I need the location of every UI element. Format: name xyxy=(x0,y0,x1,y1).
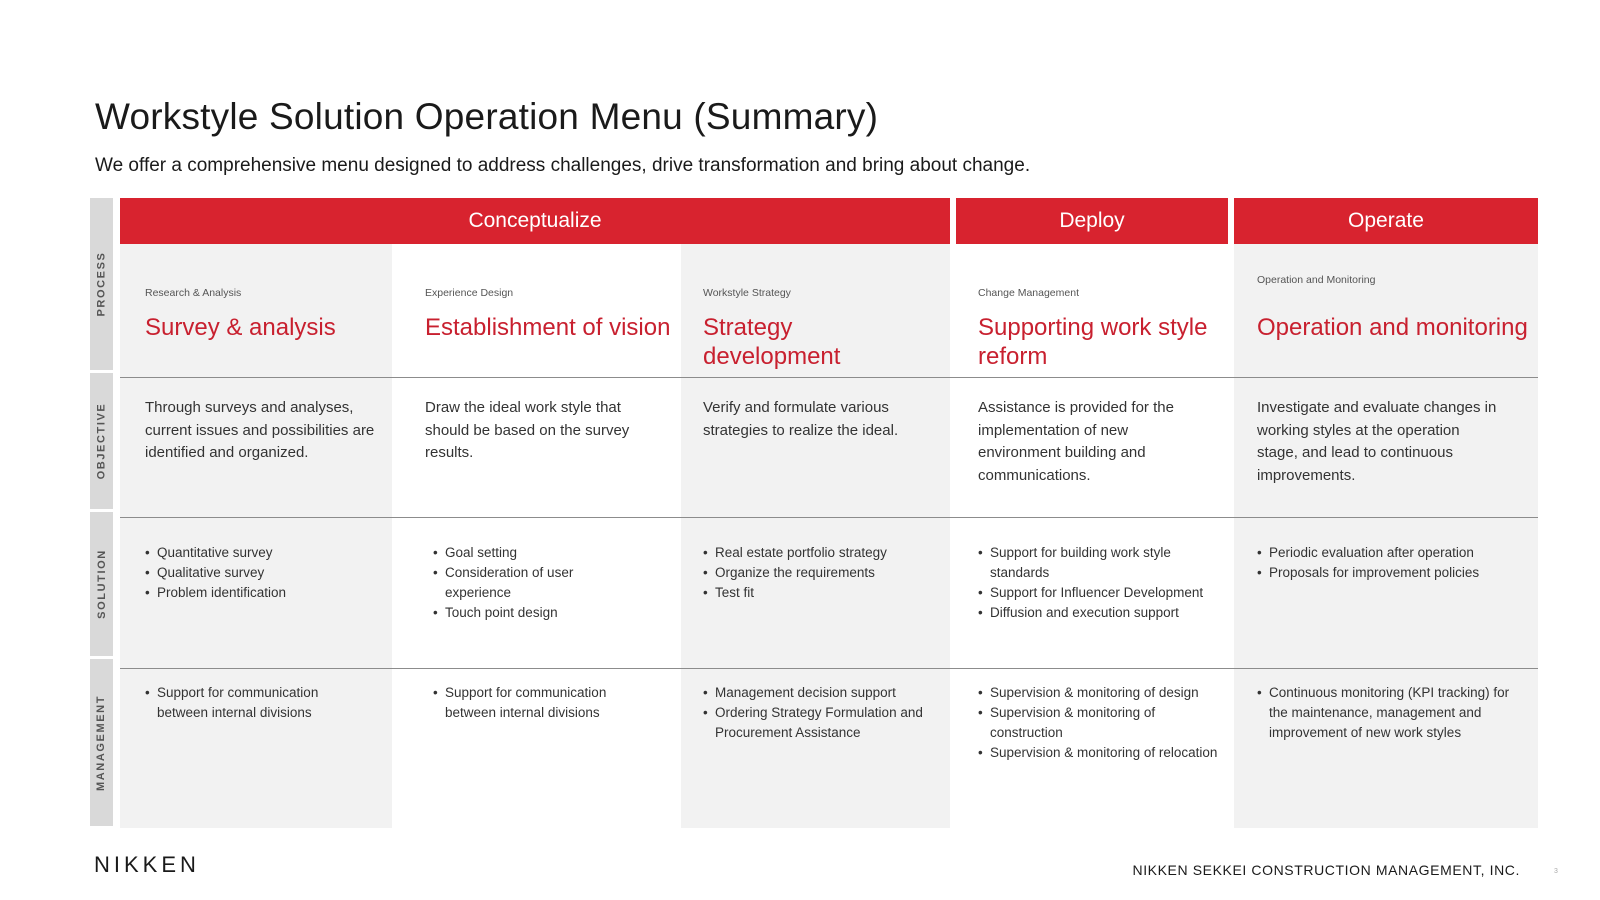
process-heading: Survey & analysis xyxy=(145,314,336,341)
solution-cell xyxy=(978,543,1208,623)
process-heading: Operation and monitoring xyxy=(1257,314,1528,341)
process-heading: Establishment of vision xyxy=(425,314,671,341)
list-item: • Consideration of user experience xyxy=(433,563,623,603)
objective-text: Through surveys and analyses, current issues and possibilities are identified and organized. xyxy=(145,399,375,461)
management-cell xyxy=(978,683,1228,763)
solution-cell xyxy=(1257,543,1532,583)
row-divider xyxy=(120,377,1538,378)
list-item: • Support for communication between internal divisions xyxy=(433,683,648,723)
list-item: • Organize the requirements xyxy=(703,563,943,583)
management-cell xyxy=(703,683,948,743)
list-item: • Qualitative survey xyxy=(145,563,375,583)
page-title: Workstyle Solution Operation Menu (Summary) xyxy=(95,96,879,137)
solution-cell xyxy=(703,543,943,603)
list-item: • Supervision & monitoring of construction xyxy=(978,703,1228,743)
row-label-solution: SOLUTION xyxy=(90,512,113,656)
process-heading: Strategy development xyxy=(703,314,841,370)
process-cell xyxy=(978,287,1228,371)
management-cell xyxy=(1257,683,1527,743)
solution-list xyxy=(703,543,943,603)
solution-list xyxy=(978,543,1208,623)
process-cell xyxy=(1257,274,1533,342)
objective-text: Assistance is provided for the implementation of new environment building and communications. xyxy=(978,399,1174,484)
process-caption: Change Management xyxy=(978,287,1079,299)
solution-cell xyxy=(145,543,375,603)
process-cell xyxy=(703,287,903,371)
process-caption: Research & Analysis xyxy=(145,287,242,299)
list-item: • Goal setting xyxy=(433,543,623,563)
company-name: NIKKEN SEKKEI CONSTRUCTION MANAGEMENT, INC. xyxy=(1132,862,1520,878)
phase-operate: Operate xyxy=(1234,198,1538,244)
row-label-management: MANAGEMENT xyxy=(90,659,113,826)
management-cell xyxy=(145,683,345,723)
process-caption: Experience Design xyxy=(425,287,514,299)
list-item: • Support for building work style standards xyxy=(978,543,1208,583)
list-item: • Proposals for improvement policies xyxy=(1257,563,1532,583)
list-item: • Continuous monitoring (KPI tracking) for the maintenance, management and improvement of new work styles xyxy=(1257,683,1527,743)
row-label-process: PROCESS xyxy=(90,198,113,370)
management-list xyxy=(433,683,648,723)
process-caption: Operation and Monitoring xyxy=(1257,274,1376,286)
list-item: • Periodic evaluation after operation xyxy=(1257,543,1532,563)
list-item: • Real estate portfolio strategy xyxy=(703,543,943,563)
management-cell xyxy=(433,683,648,723)
list-item: • Test fit xyxy=(703,583,943,603)
solution-cell xyxy=(433,543,623,623)
process-cell xyxy=(145,287,385,342)
list-item: • Support for Influencer Development xyxy=(978,583,1208,603)
list-item: • Support for communication between internal divisions xyxy=(145,683,345,723)
phase-deploy: Deploy xyxy=(956,198,1228,244)
list-item: • Problem identification xyxy=(145,583,375,603)
solution-list xyxy=(145,543,375,603)
management-list xyxy=(703,683,948,743)
management-list xyxy=(1257,683,1527,743)
list-item: • Touch point design xyxy=(433,603,623,623)
process-heading: Supporting work style reform xyxy=(978,314,1208,370)
page-number: 3 xyxy=(1554,868,1558,875)
row-label-objective: OBJECTIVE xyxy=(90,373,113,509)
objective-text: Draw the ideal work style that should be based on the survey results. xyxy=(425,399,630,461)
phase-conceptualize: Conceptualize xyxy=(120,198,950,244)
solution-list xyxy=(433,543,623,623)
row-divider xyxy=(120,517,1538,518)
solution-list xyxy=(1257,543,1532,583)
process-caption: Workstyle Strategy xyxy=(703,287,791,299)
objective-text: Investigate and evaluate changes in working styles at the operation stage, and lead to continuous improvements. xyxy=(1257,399,1497,484)
list-item: • Supervision & monitoring of design xyxy=(978,683,1228,703)
page-subtitle: We offer a comprehensive menu designed to address challenges, drive transformation and bring about change. xyxy=(95,155,1031,176)
list-item: • Diffusion and execution support xyxy=(978,603,1208,623)
list-item: • Management decision support xyxy=(703,683,948,703)
management-list xyxy=(145,683,345,723)
list-item: • Quantitative survey xyxy=(145,543,375,563)
row-divider xyxy=(120,668,1538,669)
objective-text: Verify and formulate various strategies to realize the ideal. xyxy=(703,399,899,439)
process-cell xyxy=(425,287,681,342)
list-item: • Supervision & monitoring of relocation xyxy=(978,743,1228,763)
list-item: • Ordering Strategy Formulation and Procurement Assistance xyxy=(703,703,948,743)
management-list xyxy=(978,683,1228,763)
nikken-logo: NIKKEN xyxy=(94,852,200,877)
